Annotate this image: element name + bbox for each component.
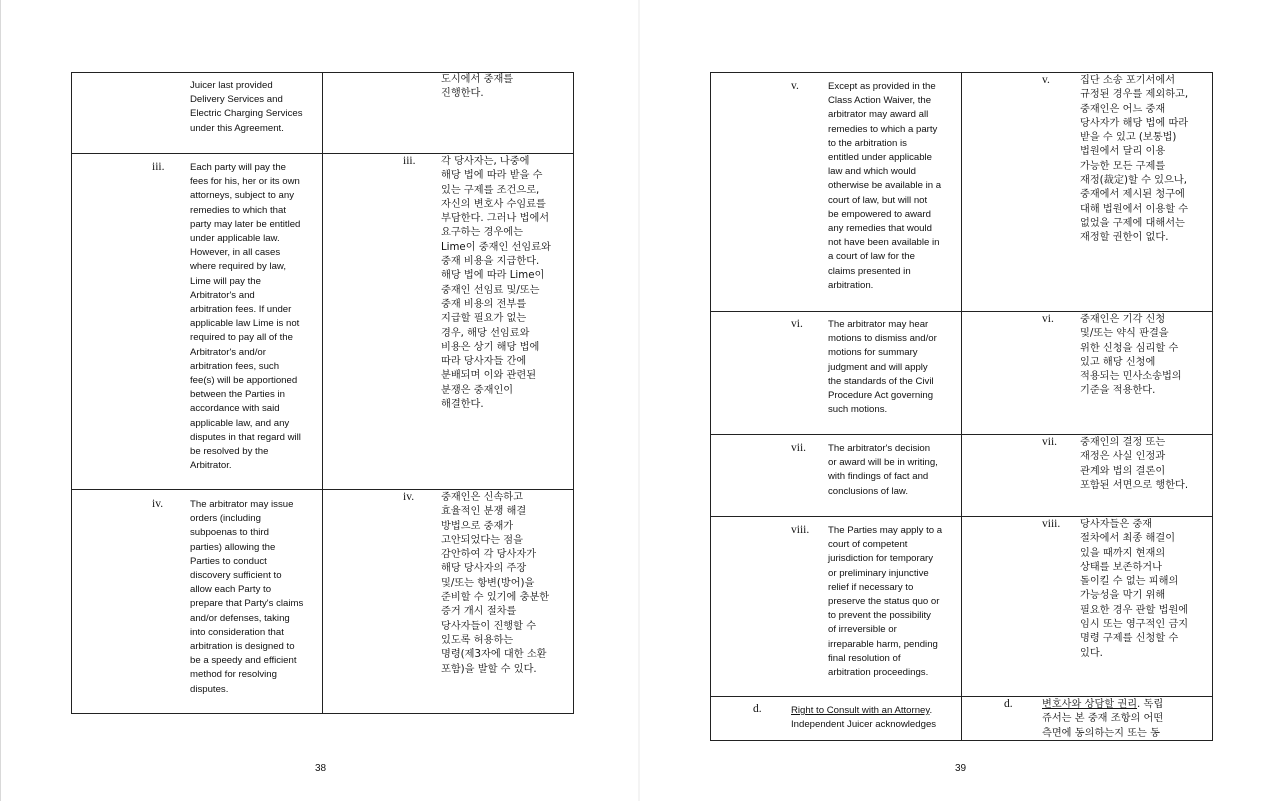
table-row	[72, 490, 574, 714]
english-text: The arbitrator may hear motions to dismiss and/or motions for summary judgment and will apply the standards of the Civil Procedure Act governing such motions.	[828, 319, 937, 416]
english-text: Except as provided in the Class Action Waiver, the arbitrator may award all remedies to which a party to the arbitration is entitled under applicable law and which would otherwise be available in a court of law, but will not be empowered to award any remedies that would not have been available in a court of law for the claims presented in arbitration.	[828, 81, 942, 291]
section-heading: Right to Consult with an Attorney	[791, 705, 930, 716]
section-text: . Independent Juicer acknowledges	[791, 705, 937, 731]
korean-text: 도시에서 중재를 진행한다.	[441, 74, 514, 100]
item-number: vii.	[791, 442, 807, 454]
korean-cell	[962, 517, 1213, 697]
section-text: . 독립 쥬서는 본 중재 조항의 어떤 측면에 동의하는지 또는 동	[1042, 699, 1164, 739]
korean-cell	[323, 154, 574, 490]
item-number: vi.	[1042, 313, 1054, 325]
table-row	[711, 435, 1213, 517]
korean-cell	[962, 435, 1213, 517]
korean-cell	[323, 490, 574, 714]
english-text: The arbitrator's decision or award will be in writing, with findings of fact and conclusions of law.	[828, 443, 938, 497]
item-number: iii.	[403, 155, 416, 167]
korean-text: 집단 소송 포기서에서 규정된 경우를 제외하고, 중재인은 어느 중재 당사자가 해당 법에 따라 받을 수 있고 (보통법) 법원에서 달리 이용 가능한 모든 구제를 재정(裁定)할 수 있으나, 중재에서 제시된 청구에 대해 법원에서 이용할 수 없었을 구제에 대해서는 재정할 권한이 없다.	[1080, 75, 1189, 244]
right-table	[710, 72, 1213, 741]
table-row	[711, 312, 1213, 435]
table-row	[72, 154, 574, 490]
item-number: iii.	[152, 161, 165, 173]
english-text: The arbitrator may issue orders (including subpoenas to third parties) allowing the Parties to conduct discovery sufficient to allow each Party to prepare that Party's claims and/or defenses, taking into consideration that arbitration is designed to be a speedy and efficient method for resolving disputes.	[190, 499, 304, 695]
korean-text: 중재인의 결정 또는 재정은 사실 인정과 관계와 법의 결론이 포함된 서면으로 행한다.	[1080, 437, 1189, 491]
table-row	[72, 73, 574, 154]
english-text: Each party will pay the fees for his, her or its own attorneys, subject to any remedies to which that party may later be entitled under applicable law. However, in all cases where required by law, Lime will pay the Arbitrator's and arbitration fees. If under applicable law Lime is not required to pay all of the Arbitrator's and/or arbitration fees, such fee(s) will be apportioned between the Parties in accordance with said applicable law, and any disputes in that regard will be resolved by the Arbitrator.	[190, 162, 301, 472]
item-number: vi.	[791, 318, 803, 330]
english-cell	[711, 697, 962, 741]
korean-text: 중재인은 신속하고 효율적인 분쟁 해결 방법으로 중재가 고안되었다는 점을 감안하여 각 당사자가 해당 당사자의 주장 및/또는 항변(방어)을 준비할 수 있기에 충분한 증거 개시 절차를 당사자들이 진행할 수 있도록 허용하는 명령(제3자에 대한 소환 포함)을 발할 수 있다.	[441, 492, 550, 675]
table-row	[711, 73, 1213, 312]
english-cell	[711, 73, 962, 312]
page-number: 38	[315, 763, 327, 774]
left-table	[71, 72, 574, 714]
english-cell	[72, 73, 323, 154]
item-number: v.	[791, 80, 799, 92]
section-heading: 변호사와 상담할 권리	[1042, 699, 1138, 710]
english-cell	[72, 154, 323, 490]
korean-cell	[962, 697, 1213, 741]
english-text: Juicer last provided Delivery Services and Electric Charging Services under this Agreement.	[190, 80, 303, 134]
right-page	[640, 0, 1280, 801]
table-row	[711, 517, 1213, 697]
item-number: iv.	[152, 498, 164, 510]
item-number: iv.	[403, 491, 415, 503]
korean-cell	[962, 73, 1213, 312]
item-number: d.	[1004, 698, 1013, 710]
english-cell	[711, 435, 962, 517]
english-cell	[711, 517, 962, 697]
english-cell	[72, 490, 323, 714]
english-text: The Parties may apply to a court of competent jurisdiction for temporary or preliminary injunctive relief if necessary to preserve the status quo or to prevent the possibility of irreversible or irreparable harm, pending final resolution of arbitration proceedings.	[828, 525, 943, 679]
item-number: d.	[753, 703, 762, 715]
korean-text: 중재인은 기각 신청 및/또는 약식 판결을 위한 신청을 심리할 수 있고 해당 신청에 적용되는 민사소송법의 기준을 적용한다.	[1080, 314, 1182, 397]
item-number: vii.	[1042, 436, 1058, 448]
item-number: viii.	[1042, 518, 1061, 530]
korean-cell	[962, 312, 1213, 435]
korean-text: 각 당사자는, 나중에 해당 법에 따라 받을 수 있는 구제를 조건으로, 자신의 변호사 수임료를 부담한다. 그러나 법에서 요구하는 경우에는 Lime이 중재인 선임료와 중재 비용을 지급한다. 해당 법에 따라 Lime이 중재인 선임료 및/또는 중재 비용의 전부를 지급할 필요가 없는 경우, 해당 선임료와 비용은 상기 해당 법에 따라 당사자들 간에 분배되며 이와 관련된 분쟁은 중재인이 해결한다.	[441, 156, 551, 411]
english-text	[791, 704, 936, 732]
korean-cell	[323, 73, 574, 154]
english-cell	[711, 312, 962, 435]
item-number: viii.	[791, 524, 810, 536]
table-row	[711, 697, 1213, 741]
page-number: 39	[955, 763, 967, 774]
korean-text: 당사자들은 중재 절차에서 최종 해결이 있을 때까지 현재의 상태를 보존하거나 돌이킬 수 없는 피해의 가능성을 막기 위해 필요한 경우 관할 법원에 임시 또는 영구적인 금지 명령 구제를 신청할 수 있다.	[1080, 519, 1189, 659]
korean-text	[1042, 698, 1163, 741]
item-number: v.	[1042, 74, 1050, 86]
